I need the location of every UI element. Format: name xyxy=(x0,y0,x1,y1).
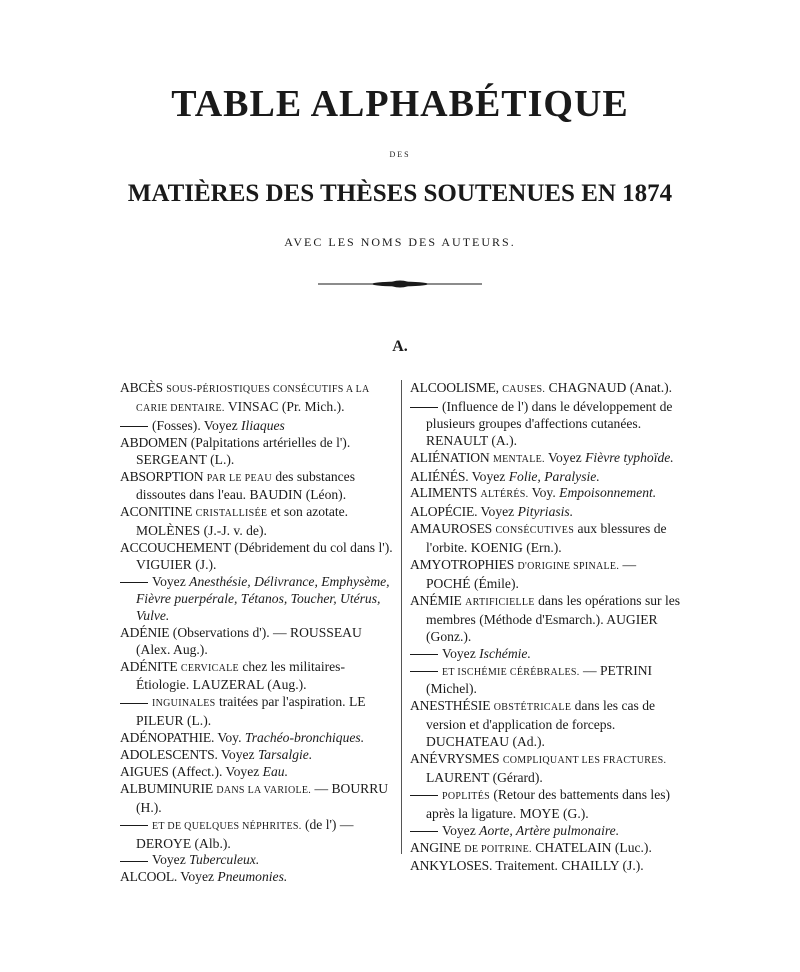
ornamental-rule xyxy=(318,280,482,288)
entry-reference: Anesthésie, Délivrance, Emphysème, Fièvre puerpérale, Tétanos, Toucher, Utérus, Vulve. xyxy=(136,573,390,623)
entry-smallcaps: CERVICALE xyxy=(180,662,239,674)
entry-text: Voyez xyxy=(442,645,476,661)
index-entry xyxy=(120,730,394,747)
entry-reference: Iliaques xyxy=(241,417,285,433)
dash-mark xyxy=(410,831,438,832)
section-letter: A. xyxy=(392,338,408,355)
entry-headword: ADÉNITE xyxy=(120,658,178,674)
entry-reference: Empoisonnement. xyxy=(559,485,657,501)
index-entry xyxy=(120,540,394,574)
left-column xyxy=(120,380,394,886)
entry-text: et son azotate. MOLÈNES (J.-J. v. de). xyxy=(136,504,349,539)
entry-text: — POCHÉ (Émile). xyxy=(426,557,637,591)
index-entry xyxy=(120,852,394,869)
entry-text: Voyez xyxy=(480,504,515,520)
entry-text: traitées par l'aspiration. LE PILEUR (L.). xyxy=(136,694,366,729)
index-entry xyxy=(410,485,682,504)
entry-text: — BOURRU (H.). xyxy=(136,780,389,815)
index-entry xyxy=(120,504,394,540)
entry-headword: ANGINE xyxy=(410,839,461,855)
entry-headword: ADÉNIE xyxy=(120,624,170,640)
entry-text: Voyez xyxy=(152,573,186,589)
entry-headword: ABDOMEN xyxy=(120,434,188,450)
index-entry xyxy=(410,751,682,787)
index-entry xyxy=(410,698,682,751)
entry-headword: ABCÈS xyxy=(120,380,163,395)
index-entry xyxy=(120,574,394,625)
entry-reference: Tarsalgie. xyxy=(257,747,313,763)
entry-headword: ALOPÉCIE. xyxy=(410,504,478,520)
index-entry xyxy=(410,399,682,450)
entry-text: Voyez xyxy=(442,822,476,838)
entry-smallcaps: SOUS-PÉRIOSTIQUES CONSÉCUTIFS A LA CARIE DENTAIRE. xyxy=(136,384,369,414)
index-entry xyxy=(120,781,394,817)
entry-text: Voyez xyxy=(152,852,186,868)
entry-smallcaps: INGUINALES xyxy=(152,698,216,710)
entry-headword: ANÉVRYSMES xyxy=(410,751,500,767)
entry-smallcaps: OBSTÉTRICALE xyxy=(493,702,572,714)
entry-text: LAURENT (Gérard). xyxy=(426,769,543,785)
dash-mark xyxy=(120,426,148,427)
entry-text: des substances dissoutes dans l'eau. BAUDIN (Léon). xyxy=(136,468,356,503)
entry-text: CHAGNAUD (Anat.). xyxy=(548,380,673,395)
index-entry xyxy=(410,593,682,646)
entry-text: Voy. xyxy=(531,485,556,501)
index-entry xyxy=(120,418,394,435)
entry-text: (Affect.). Voyez xyxy=(172,763,260,779)
entry-text: Voyez xyxy=(180,869,215,885)
index-entry xyxy=(410,646,682,663)
entry-text: aux blessures de l'orbite. KOENIG (Ern.). xyxy=(426,521,667,556)
entry-headword: ADÉNOPATHIE. xyxy=(120,730,215,746)
entry-reference: Pityriasis. xyxy=(517,504,574,520)
entry-headword: ALCOOLISME, xyxy=(410,380,499,395)
entry-text: (Retour des battements dans les) après la ligature. MOYE (G.). xyxy=(426,786,671,821)
entry-text: Voyez xyxy=(547,449,582,465)
index-entry xyxy=(120,659,394,695)
entry-smallcaps: DANS LA VARIOLE. xyxy=(216,784,312,796)
index-entry xyxy=(410,663,682,699)
entry-smallcaps: DE POITRINE. xyxy=(464,843,532,855)
entry-text: (Débridement du col dans l'). VIGUIER (J.). xyxy=(136,540,393,573)
index-entry xyxy=(120,380,394,418)
entry-text: VINSAC (Pr. Mich.). xyxy=(227,398,345,414)
entry-reference: Aorte, Artère pulmonaire. xyxy=(479,822,620,838)
entry-headword: ALIMENTS xyxy=(410,485,478,501)
index-entry xyxy=(120,469,394,505)
entry-reference: Fièvre typhoïde. xyxy=(585,449,674,465)
entry-smallcaps: ALTÉRÉS. xyxy=(480,489,529,501)
entry-headword: ALIÉNATION xyxy=(410,449,490,465)
entry-smallcaps: ET ISCHÉMIE CÉRÉBRALES. xyxy=(442,666,580,678)
index-entry xyxy=(120,747,394,764)
index-entry xyxy=(410,380,682,399)
entry-smallcaps: CONSÉCUTIVES xyxy=(495,525,575,537)
index-entry xyxy=(410,504,682,521)
entry-text: chez les militaires-Étiologie. LAUZERAL (Aug.). xyxy=(136,658,345,693)
entry-headword: ACONITINE xyxy=(120,504,193,520)
entry-text: (Influence de l') dans le développement de plusieurs groupes d'affections cutanées. RENAULT (A.). xyxy=(426,398,673,448)
right-column xyxy=(410,380,682,875)
index-entry xyxy=(410,521,682,557)
index-entry xyxy=(410,450,682,469)
dash-mark xyxy=(410,654,438,655)
entry-text: dans les opérations sur les membres (Méthode d'Esmarch.). AUGIER (Gonz.). xyxy=(426,592,681,644)
entry-headword: ALIÉNÉS. xyxy=(410,468,469,484)
entry-headword: AMAUROSES xyxy=(410,521,493,537)
entry-text: (Palpitations artérielles de l'). SERGEANT (L.). xyxy=(136,434,351,467)
entry-reference: Tuberculeux. xyxy=(189,852,260,868)
entry-smallcaps: CAUSES. xyxy=(502,384,546,395)
entry-smallcaps: D'ORIGINE SPINALE. xyxy=(517,561,620,573)
index-entry xyxy=(410,823,682,840)
entry-text: dans les cas de version et d'application de forceps. DUCHATEAU (Ad.). xyxy=(426,698,656,750)
page-subtitle: MATIÈRES DES THÈSES SOUTENUES EN 1874 xyxy=(127,180,673,207)
entry-headword: ANKYLOSES. xyxy=(410,858,493,874)
index-entry xyxy=(410,858,682,875)
index-entry xyxy=(120,435,394,469)
entry-headword: ADOLESCENTS. xyxy=(120,747,218,763)
dash-mark xyxy=(120,861,148,862)
entry-reference: Ischémie. xyxy=(479,645,531,661)
page-title: TABLE ALPHABÉTIQUE xyxy=(171,83,629,125)
index-entry xyxy=(120,694,394,730)
entry-headword: ANÉMIE xyxy=(410,592,462,608)
des-label: DES xyxy=(389,150,411,159)
entry-smallcaps: POPLITÉS xyxy=(442,790,490,802)
dash-mark xyxy=(120,703,148,704)
entry-headword: ALCOOL. xyxy=(120,869,178,885)
index-entry xyxy=(410,469,682,486)
entry-text: (de l') xyxy=(304,816,337,832)
entry-text: (Observations d'). — ROUSSEAU (Alex. Aug.). xyxy=(136,624,362,657)
entry-text: Voyez xyxy=(220,747,255,763)
authors-note: AVEC LES NOMS DES AUTEURS. xyxy=(284,235,516,249)
index-entry xyxy=(120,869,394,886)
entry-smallcaps: MENTALE. xyxy=(492,453,545,465)
dash-mark xyxy=(410,671,438,672)
entry-smallcaps: CRISTALLISÉE xyxy=(195,508,268,520)
dash-mark xyxy=(410,407,438,408)
entry-reference: Trachéo-bronchiques. xyxy=(244,730,365,746)
entry-text: Traitement. CHAILLY (J.). xyxy=(495,858,644,874)
index-entry xyxy=(410,787,682,823)
index-entry xyxy=(120,625,394,659)
entry-headword: ANESTHÉSIE xyxy=(410,698,491,714)
dash-mark xyxy=(120,825,148,826)
entry-text: (Fosses). xyxy=(152,417,201,433)
entry-reference: Folie, Paralysie. xyxy=(508,468,600,484)
dash-mark xyxy=(410,795,438,796)
entry-smallcaps: PAR LE PEAU xyxy=(206,472,272,484)
entry-text: CHATELAIN (Luc.). xyxy=(535,839,652,855)
entry-reference: Pneumonies. xyxy=(217,869,288,885)
index-entry xyxy=(120,817,394,853)
entry-smallcaps: COMPLIQUANT LES FRACTURES. xyxy=(502,755,667,767)
dash-mark xyxy=(120,582,148,583)
index-entry xyxy=(410,557,682,593)
index-entry xyxy=(120,764,394,781)
entry-text: Voyez xyxy=(471,468,506,484)
entry-text: Voyez xyxy=(203,417,238,433)
entry-headword: ALBUMINURIE xyxy=(120,780,213,796)
entry-smallcaps: ARTIFICIELLE xyxy=(465,596,535,608)
entry-headword: ACCOUCHEMENT xyxy=(120,540,231,556)
entry-headword: AIGUES xyxy=(120,763,169,779)
entry-headword: ABSORPTION xyxy=(120,468,204,484)
index-entry xyxy=(410,840,682,859)
entry-text: — DEROYE (Alb.). xyxy=(136,816,354,851)
entry-headword: AMYOTROPHIES xyxy=(410,557,515,573)
entry-reference: Eau. xyxy=(262,763,288,779)
entry-text: — PETRINI (Michel). xyxy=(426,662,653,697)
column-divider xyxy=(401,380,402,854)
entry-smallcaps: ET DE QUELQUES NÉPHRITES. xyxy=(152,820,302,832)
entry-text: Voy. xyxy=(217,730,242,746)
